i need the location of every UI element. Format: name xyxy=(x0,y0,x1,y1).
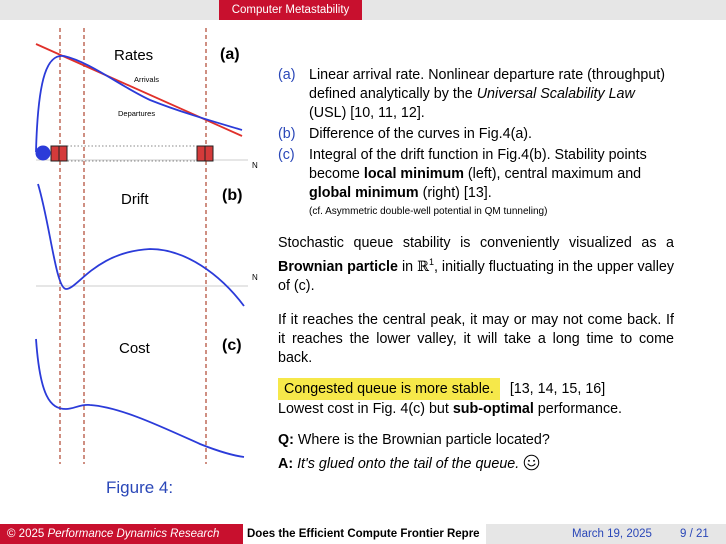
panel-a-tag: (a) xyxy=(220,46,240,63)
axis-label-b: N xyxy=(252,273,258,282)
page-number: 9 / 21 xyxy=(680,528,709,540)
list-label: (a) xyxy=(278,67,296,83)
highlight-box: Congested queue is more stable. xyxy=(278,378,500,400)
footnote: (cf. Asymmetric double-well potential in QM tunneling) xyxy=(309,206,548,217)
brownian-particle xyxy=(36,146,51,161)
lowest-cost-text: Lowest cost in Fig. 4(c) but sub-optimal performance. xyxy=(278,400,623,417)
list-label: (c) xyxy=(278,147,295,163)
footer-meta xyxy=(486,524,726,544)
panel-a xyxy=(36,44,259,170)
panel-b-tag: (b) xyxy=(222,187,243,204)
paragraph-peak: If it reaches the central peak, it may or may not come back. If it reaches the lower valley, it will take a long time to come back. xyxy=(278,311,674,366)
dotted-region xyxy=(67,146,197,161)
list-text: Linear arrival rate. Nonlinear departure rate (throughput) defined analytically by the Universal Scalability Law (USL) [10, 11, 12]. xyxy=(309,67,666,121)
figure-caption: Figure 4: xyxy=(106,478,174,497)
list-label: (b) xyxy=(278,126,296,142)
top-bar xyxy=(0,0,726,20)
list-item-b xyxy=(278,125,674,144)
panel-c-tag: (c) xyxy=(222,337,242,354)
text-column xyxy=(278,66,674,474)
panel-c-title: Cost xyxy=(119,340,150,357)
list-text: Difference of the curves in Fig.4(a). xyxy=(309,126,533,142)
paragraph-congested xyxy=(278,378,674,419)
panel-c xyxy=(36,337,244,457)
question: Q: Where is the Brownian particle located? xyxy=(278,431,550,448)
footer xyxy=(0,524,726,544)
answer: A: It's glued onto the tail of the queue. xyxy=(278,454,674,474)
paragraph-brownian: Stochastic queue stability is conveniently visualized as a Brownian particle in ℝ$^1$, initially fluctuating in the upper valley of (c). xyxy=(278,235,674,294)
references: [13, 14, 15, 16] xyxy=(509,380,606,397)
list-item-a xyxy=(278,66,674,123)
axis-label-a: N xyxy=(252,161,258,170)
footer-copyright: © 2025 Performance Dynamics Research xyxy=(0,524,243,544)
section-title: Computer Metastability xyxy=(219,0,362,20)
panel-b-title: Drift xyxy=(121,191,149,208)
footer-date: March 19, 2025 xyxy=(572,528,652,540)
departures-label: Departures xyxy=(118,109,156,118)
footer-talk-title: Does the Efficient Compute Frontier Repre xyxy=(243,524,486,544)
panel-b xyxy=(36,184,258,306)
smiley-icon xyxy=(523,454,540,471)
list-text: Integral of the drift function in Fig.4(b). Stability points become local minimum (left), central maximum and global minimum (right) [13]. (cf. Asymmetric double-well potential in QM tunneling) xyxy=(309,146,674,219)
arrivals-label: Arrivals xyxy=(134,75,160,84)
figure-4 xyxy=(0,24,268,469)
departures-curve xyxy=(36,56,242,152)
list-item-c xyxy=(278,146,674,219)
panel-a-title: Rates xyxy=(114,47,154,64)
